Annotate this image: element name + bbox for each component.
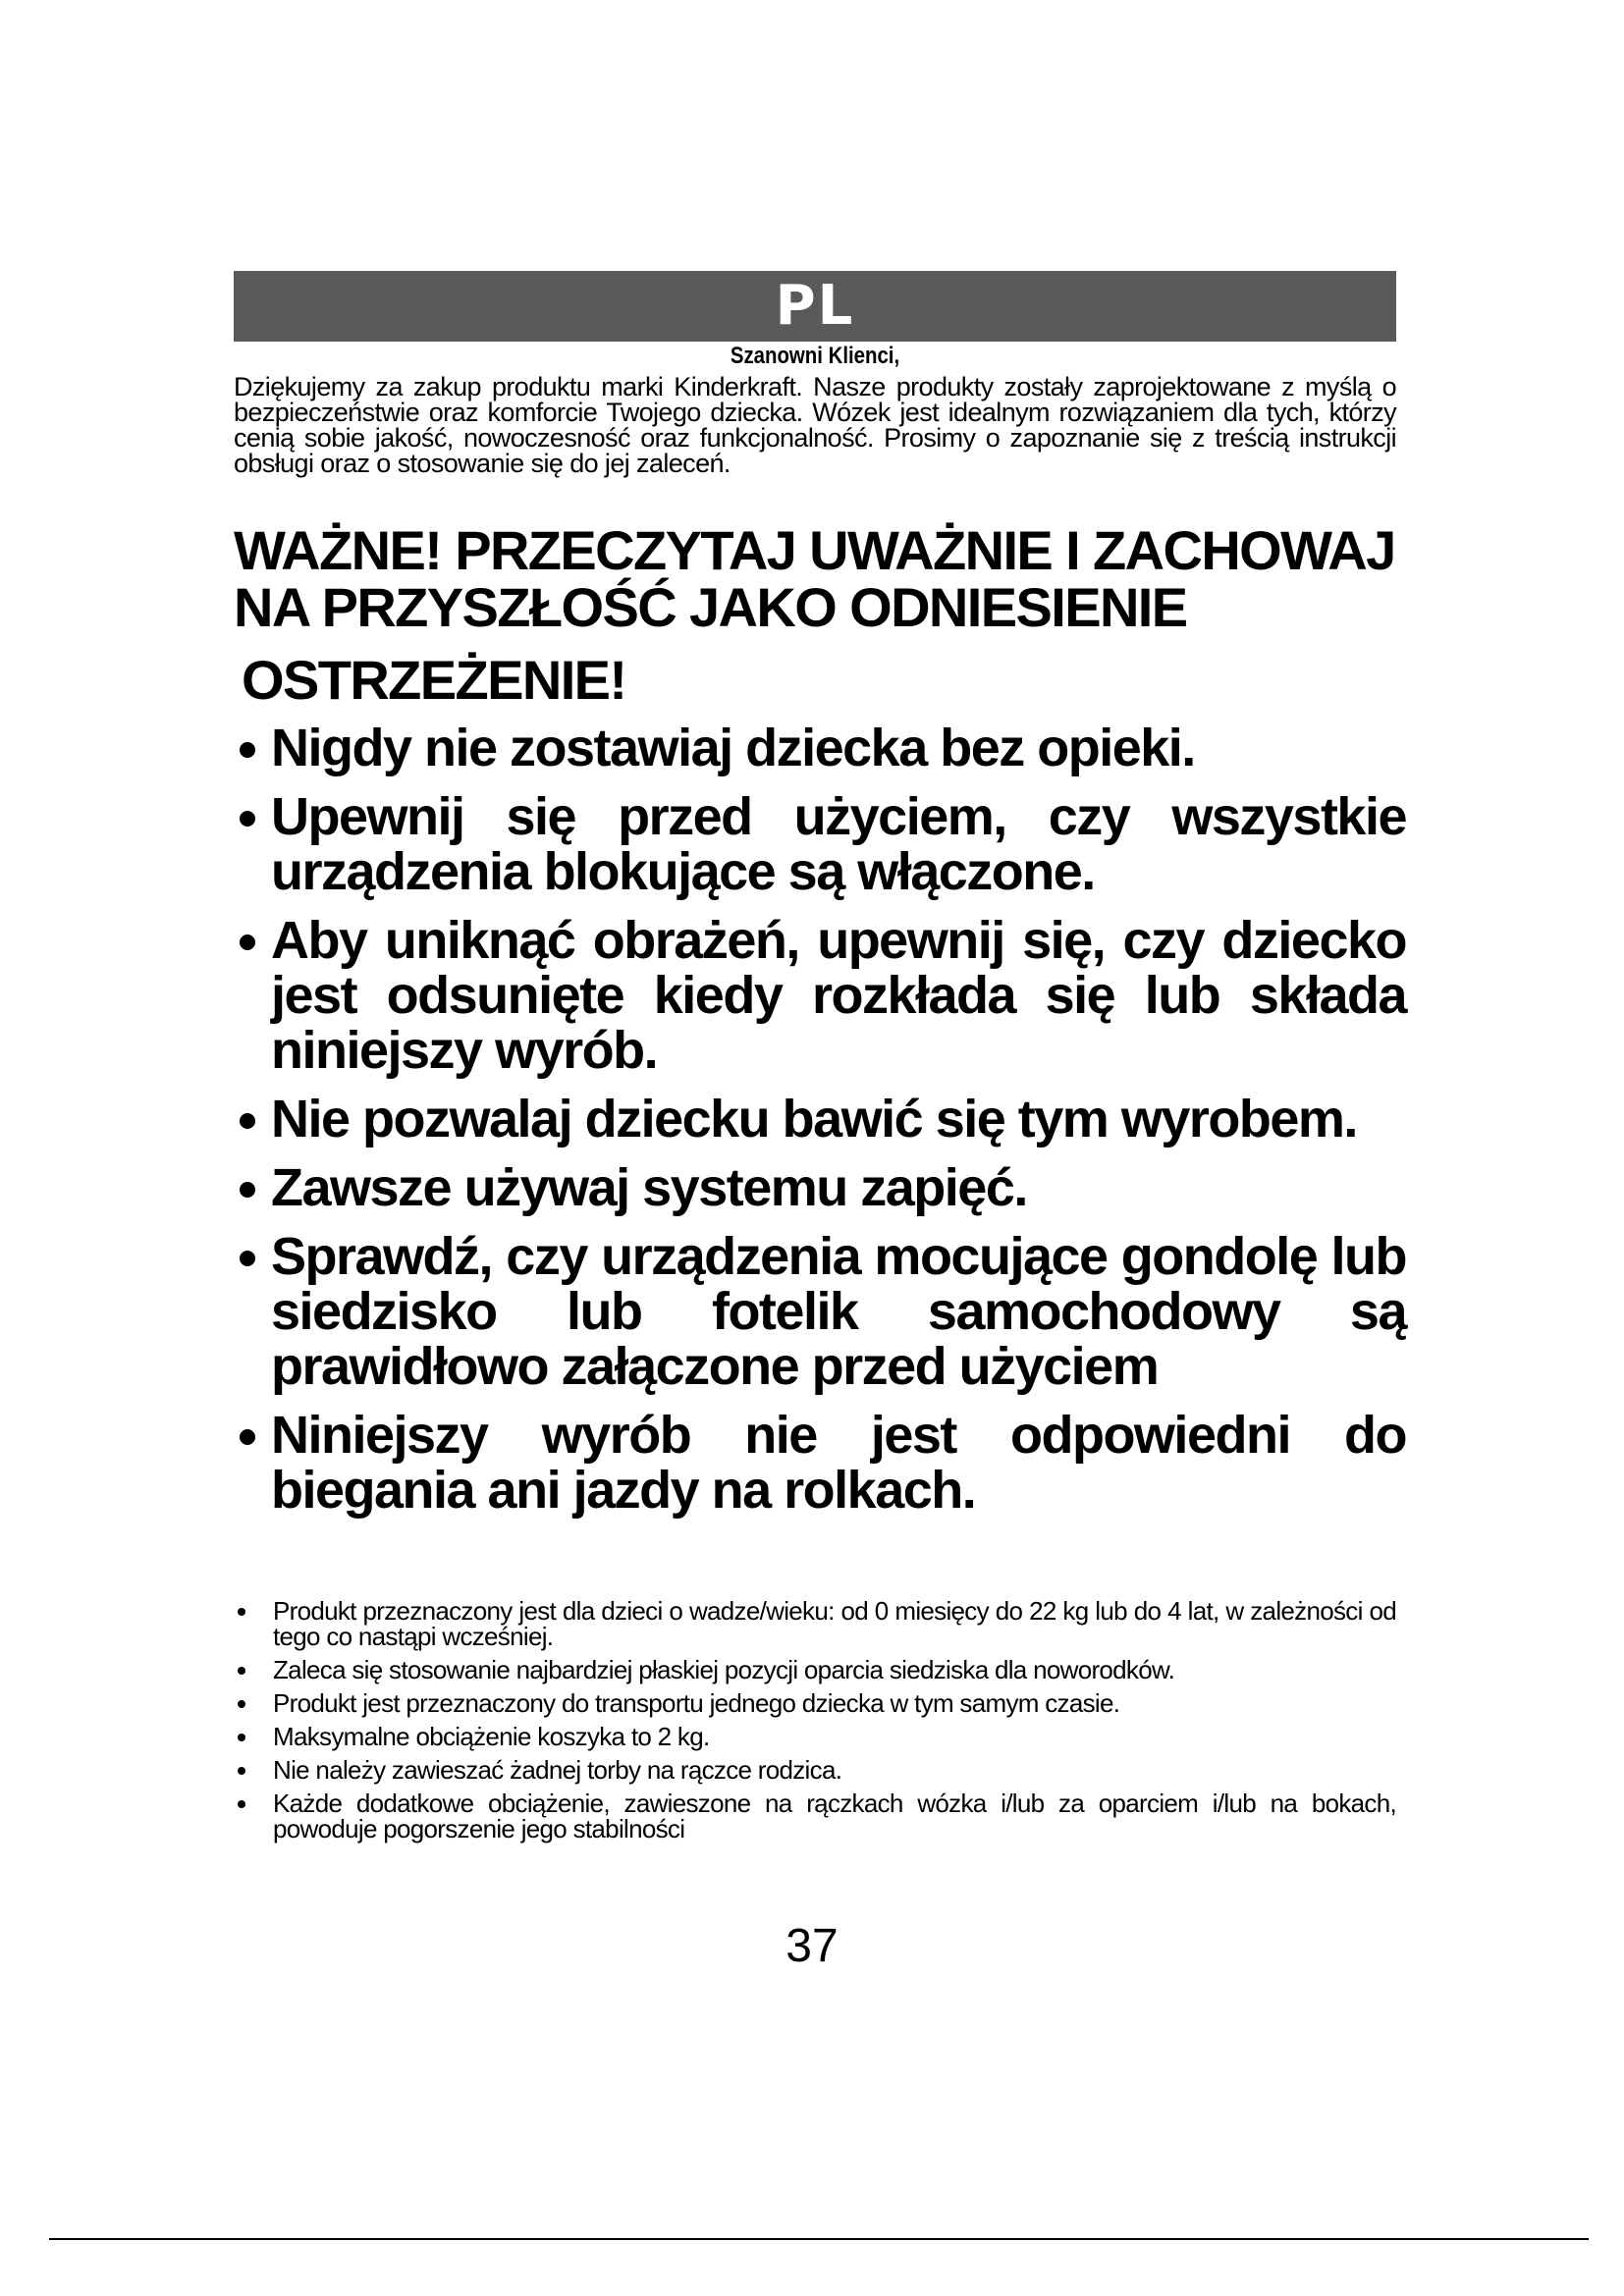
- language-header-bar: [234, 271, 1396, 342]
- minor-note-item: Produkt jest przeznaczony do transportu jednego dziecka w tym samym czasie.: [236, 1690, 1396, 1716]
- footer-divider: [49, 2238, 1589, 2240]
- minor-note-item: Produkt przeznaczony jest dla dzieci o wadze/wieku: od 0 miesięcy do 22 kg lub do 4 lat, w zależności od tego co nastąpi wcześniej.: [236, 1598, 1396, 1649]
- page-number: 37: [785, 1920, 839, 1972]
- intro-paragraph: Dziękujemy za zakup produktu marki Kinderkraft. Nasze produkty zostały zaprojektowane z myślą o bezpieczeństwie oraz komforcie Twojego dziecka. Wózek jest idealnym rozwiązaniem dla tych, którzy cenią sobie jakość, nowoczesność oraz funkcjonalność. Prosimy o zapoznanie się z treścią instrukcji obsługi oraz o stosowanie się do jej zaleceń.: [234, 372, 1396, 478]
- minor-note-item: Maksymalne obciążenie koszyka to 2 kg.: [236, 1724, 1396, 1749]
- warning-title: OSTRZEŻENIE!: [242, 649, 626, 711]
- major-warning-item: Nigdy nie zostawiaj dziecka bez opieki.: [236, 721, 1406, 775]
- major-warning-item: Sprawdź, czy urządzenia mocujące gondolę lub siedzisko lub fotelik samochodowy są prawidłowo załączone przed użyciem: [236, 1229, 1406, 1394]
- major-warning-item: Nie pozwalaj dziecku bawić się tym wyrobem.: [236, 1092, 1406, 1147]
- important-headline: WAŻNE! PRZECZYTAJ UWAŻNIE I ZACHOWAJ NA PRZYSZŁOŚĆ JAKO ODNIESIENIE: [234, 519, 1395, 638]
- minor-note-item: Zaleca się stosowanie najbardziej płaskiej pozycji oparcia siedziska dla noworodków.: [236, 1657, 1396, 1682]
- minor-note-item: Każde dodatkowe obciążenie, zawieszone na rączkach wózka i/lub za oparciem i/lub na bokach, powoduje pogorszenie jego stabilności: [236, 1790, 1396, 1842]
- minor-notes-list: [236, 1598, 1396, 1849]
- major-warning-item: Niniejszy wyrób nie jest odpowiedni do biegania ani jazdy na rolkach.: [236, 1408, 1406, 1518]
- major-warning-item: Zawsze używaj systemu zapięć.: [236, 1160, 1406, 1215]
- language-label: PL: [775, 274, 855, 338]
- minor-note-item: Nie należy zawieszać żadnej torby na rączce rodzica.: [236, 1757, 1396, 1783]
- major-warning-item: Upewnij się przed użyciem, czy wszystkie urządzenia blokujące są włączone.: [236, 789, 1406, 899]
- greeting: Szanowni Klienci,: [730, 343, 900, 369]
- major-warning-item: Aby uniknąć obrażeń, upewnij się, czy dziecko jest odsunięte kiedy rozkłada się lub składa niniejszy wyrób.: [236, 913, 1406, 1078]
- major-warnings-list: [236, 721, 1406, 1531]
